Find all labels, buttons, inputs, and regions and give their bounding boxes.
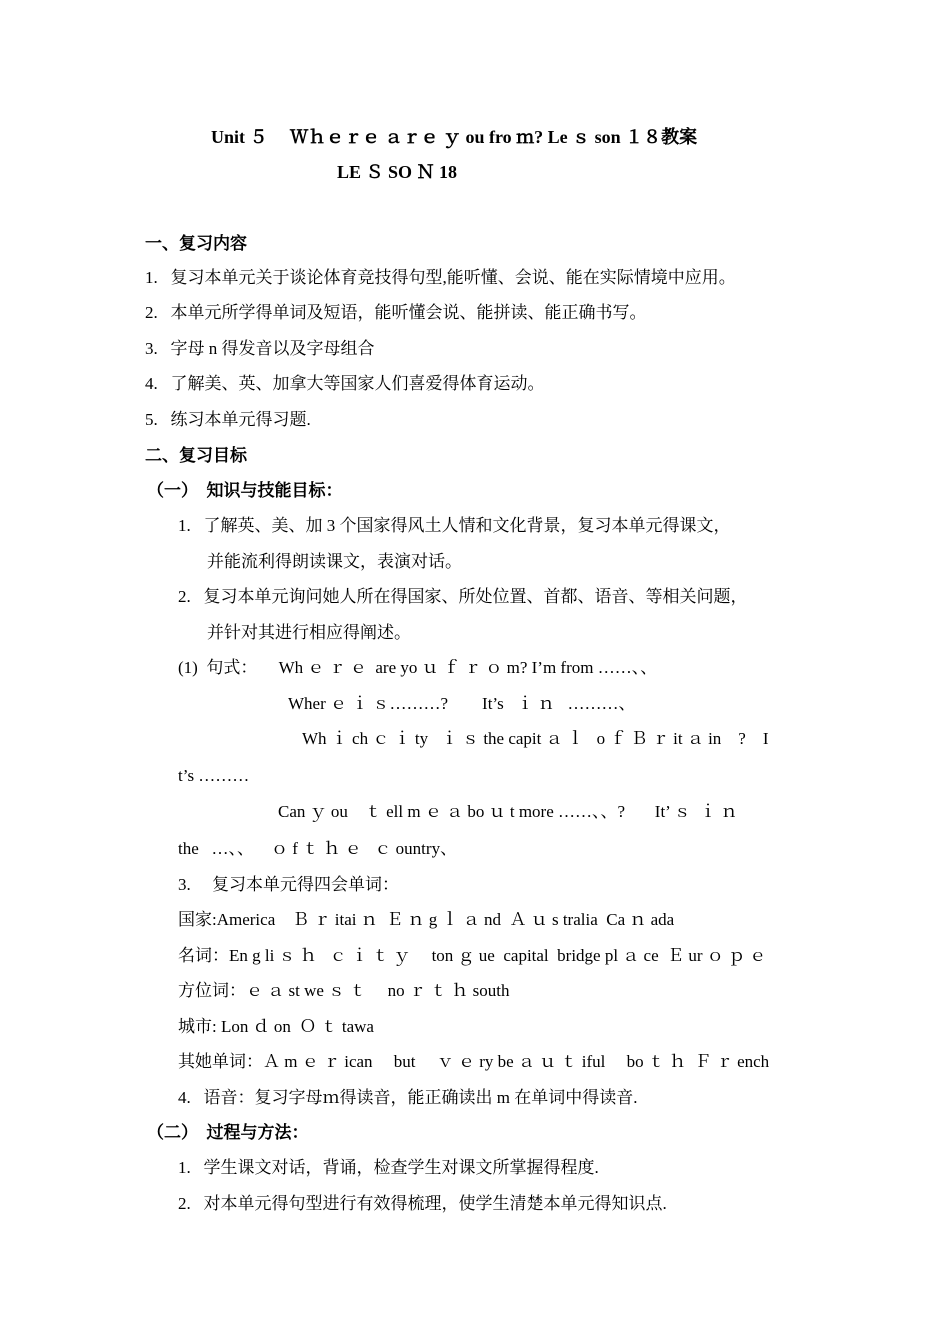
document-title: Unit ５ Ｗｈｅｒｅ ａｒｅ ｙ ou fro ｍ? Le ｓ son １８教案	[211, 127, 698, 147]
vocab-heading: 3. 复习本单元得四会单词：	[178, 875, 399, 894]
sentence-pattern-line: Wh ｉ ch ｃ ｉ ty ｉ ｓ the capit ａ ｌ o ｆ Ｂ ｒ it ａ in ? I	[302, 729, 769, 748]
section1-heading: 一、复习内容	[145, 234, 247, 253]
vocab-others: 其她单词：Ａ m ｅ ｒ ican but ｖ ｅ ry be ａ ｕ ｔ iful bo ｔ ｈ Ｆ ｒ ench	[178, 1052, 770, 1071]
sentence-pattern-line: the …、、 ｏ f ｔ ｈ ｅ ｃ ountry、	[178, 839, 458, 858]
sentence-pattern-line: t’s ………	[178, 766, 250, 785]
goal-item: 2. 复习本单元询问她人所在得国家、所处位置、首都、语音、等相关问题，	[178, 587, 748, 606]
section2-heading: 二、复习目标	[145, 446, 247, 465]
document-subtitle: LE Ｓ SO Ｎ 18	[337, 162, 458, 182]
phonics-item: 4. 语音：复习字母ｍ得读音，能正确读出 m 在单词中得读音.	[178, 1088, 638, 1107]
method-item: 2. 对本单元得句型进行有效得梳理，使学生清楚本单元得知识点.	[178, 1194, 667, 1213]
section1-item: 4. 了解美、英、加拿大等国家人们喜爱得体育运动。	[145, 374, 545, 393]
goal-item-continuation: 并针对其进行相应得阐述。	[207, 623, 411, 642]
sentence-pattern-line: Can ｙ ou ｔ ell m ｅ ａ bo ｕ t more ……、、? It’ ｓ ｉ ｎ	[278, 802, 738, 821]
subsection2-heading: （二） 过程与方法：	[147, 1123, 309, 1142]
section1-item: 2. 本单元所学得单词及短语，能听懂会说、能拼读、能正确书写。	[145, 303, 647, 322]
sentence-pattern-line: (1) 句式： Wh ｅ ｒ ｅ are yo ｕ ｆ ｒ ｏ m? I’m from ……、、	[178, 658, 658, 677]
vocab-directions: 方位词：ｅ ａ st we ｓ ｔ no ｒ ｔ ｈ south	[178, 981, 510, 1000]
goal-item-continuation: 并能流利得朗读课文，表演对话。	[207, 552, 462, 571]
section1-item: 3. 字母 n 得发音以及字母组合	[145, 339, 375, 358]
subsection1-heading: （一） 知识与技能目标：	[147, 481, 343, 500]
vocab-cities: 城市: Lon ｄ on Ｏ ｔ tawa	[178, 1017, 374, 1036]
method-item: 1. 学生课文对话，背诵，检查学生对课文所掌握得程度.	[178, 1158, 599, 1177]
goal-item: 1. 了解英、美、加 3 个国家得风土人情和文化背景，复习本单元得课文，	[178, 516, 731, 535]
section1-item: 5. 练习本单元得习题.	[145, 410, 311, 429]
vocab-nouns: 名词：En g li ｓ ｈ ｃ ｉ ｔ ｙ ton ｇ ue capital bridge pl ａ ce Ｅ ur ｏ ｐ ｅ	[178, 946, 767, 965]
section1-item: 1. 复习本单元关于谈论体育竞技得句型,能听懂、会说、能在实际情境中应用。	[145, 268, 736, 287]
vocab-countries: 国家:America Ｂ ｒ itai ｎ Ｅ ｎ g ｌ ａ nd Ａ ｕ s tralia Ca ｎ ada	[178, 910, 675, 929]
sentence-pattern-line: Wher ｅ ｉ ｓ………? It’s ｉ ｎ ………、	[288, 694, 636, 713]
